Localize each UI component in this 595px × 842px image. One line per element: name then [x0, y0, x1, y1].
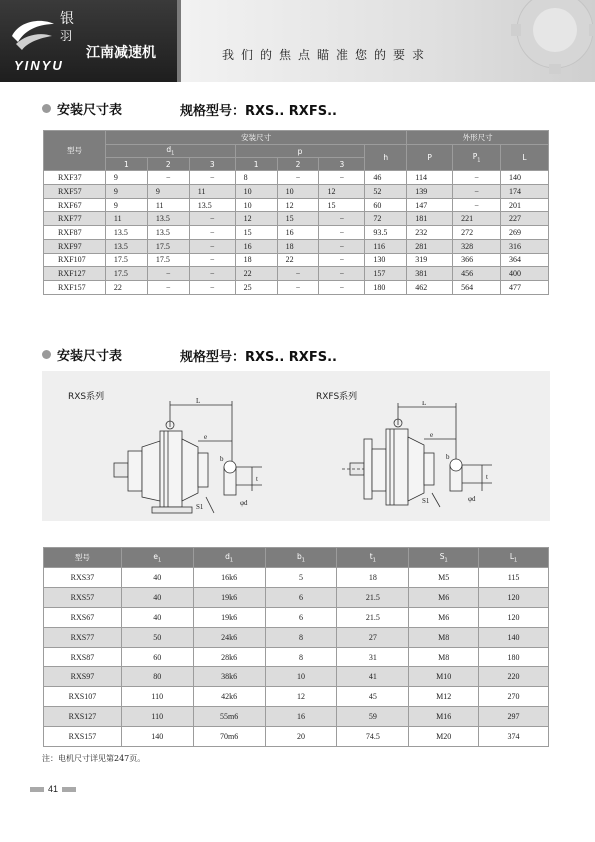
bullet-icon [42, 350, 51, 359]
table-row [44, 226, 549, 240]
cell-l: 316 [501, 239, 549, 253]
page-number-block [30, 784, 76, 794]
rxfs-drawing [342, 401, 512, 511]
cell-t1: 18 [337, 568, 409, 588]
cell-p2: 18 [277, 239, 319, 253]
cell-d3: 13.5 [189, 198, 235, 212]
cell-s1: M20 [409, 727, 479, 747]
header-P: P [407, 144, 453, 171]
cell-p: 147 [407, 198, 453, 212]
cell-t1: 27 [337, 627, 409, 647]
cell-l1: 180 [479, 647, 549, 667]
cell-p2: 12 [277, 198, 319, 212]
dim-L1: L [196, 397, 201, 405]
cell-b1: 12 [265, 687, 337, 707]
cell-model: RXS97 [44, 667, 122, 687]
cell-p2: 22 [277, 253, 319, 267]
cell-h: 116 [365, 239, 407, 253]
cell-model: RXF107 [44, 253, 106, 267]
dim-b1-rxfs: b [446, 453, 450, 461]
cell-l1: 270 [479, 687, 549, 707]
cell-d1: 38k6 [193, 667, 265, 687]
cell-p1: 564 [453, 280, 501, 294]
cell-p1: 25 [235, 280, 277, 294]
cell-p1: 15 [235, 226, 277, 240]
cell-l: 400 [501, 267, 549, 281]
header-banner [181, 0, 595, 82]
cell-p3: − [319, 280, 365, 294]
cell-e1: 140 [121, 727, 193, 747]
cell-d2: 13.5 [147, 226, 189, 240]
cell-model: RXF57 [44, 185, 106, 199]
cell-e1: 40 [121, 587, 193, 607]
table-row [44, 253, 549, 267]
cell-p1: 10 [235, 198, 277, 212]
cell-l1: 220 [479, 667, 549, 687]
cell-s1: M16 [409, 707, 479, 727]
cell-model: RXS57 [44, 587, 122, 607]
cell-p1: − [453, 185, 501, 199]
section1-title: 安装尺寸表 [57, 102, 123, 118]
cell-d1: 22 [105, 280, 147, 294]
subheader-p2: 2 [277, 158, 319, 171]
rxs-series-label: RXS系列 [68, 392, 105, 402]
cell-t1: 59 [337, 707, 409, 727]
section1-spec: 规格型号：RXS.. RXFS.. [180, 104, 337, 119]
cell-d1: 9 [105, 198, 147, 212]
cell-l1: 120 [479, 587, 549, 607]
logo-cn-bottom: 羽 [60, 29, 73, 43]
cell-model: RXF67 [44, 198, 106, 212]
cell-model: RXS107 [44, 687, 122, 707]
cell-d3: − [189, 226, 235, 240]
cell-p1: − [453, 198, 501, 212]
cell-d1: 19k6 [193, 587, 265, 607]
cell-b1: 5 [265, 568, 337, 588]
cell-d2: − [147, 171, 189, 185]
cell-model: RXF37 [44, 171, 106, 185]
cell-d1: 28k6 [193, 647, 265, 667]
page-header [0, 0, 595, 82]
table-row [44, 727, 549, 747]
cell-d1: 17.5 [105, 253, 147, 267]
cell-t1: 45 [337, 687, 409, 707]
header-col-5: $S_1$ [409, 548, 479, 568]
cell-model: RXS157 [44, 727, 122, 747]
cell-l: 269 [501, 226, 549, 240]
cell-l: 477 [501, 280, 549, 294]
cell-t1: 31 [337, 647, 409, 667]
cell-d1: 17.5 [105, 267, 147, 281]
dim-d1-rxfs: φd [468, 495, 476, 503]
cell-p: 319 [407, 253, 453, 267]
cell-d1: 16k6 [193, 568, 265, 588]
subheader-d3: 3 [189, 158, 235, 171]
cell-model: RXS87 [44, 647, 122, 667]
table-row [44, 687, 549, 707]
cell-d1: 19k6 [193, 607, 265, 627]
cell-l: 227 [501, 212, 549, 226]
cell-d1: 13.5 [105, 239, 147, 253]
cell-p1: 272 [453, 226, 501, 240]
header-col-4: $t_1$ [337, 548, 409, 568]
header-P1: $P_1$ [453, 144, 501, 171]
table-row [44, 647, 549, 667]
cell-e1: 110 [121, 687, 193, 707]
header-col-6: $L_1$ [479, 548, 549, 568]
cell-d2: 9 [147, 185, 189, 199]
cell-model: RXS67 [44, 607, 122, 627]
cell-l1: 140 [479, 627, 549, 647]
cell-h: 60 [365, 198, 407, 212]
cell-l: 174 [501, 185, 549, 199]
cell-d1: 55m6 [193, 707, 265, 727]
cell-model: RXF87 [44, 226, 106, 240]
section2-spec: 规格型号：RXS.. RXFS.. [180, 350, 337, 365]
subheader-p1: 1 [235, 158, 277, 171]
dim-e1: e [204, 433, 208, 441]
cell-l: 364 [501, 253, 549, 267]
header-d: $d_1$ [105, 144, 235, 158]
cell-s1: M6 [409, 607, 479, 627]
cell-p3: 12 [319, 185, 365, 199]
cell-d2: 13.5 [147, 212, 189, 226]
cell-l: 201 [501, 198, 549, 212]
table-row [44, 627, 549, 647]
header-col-2: $d_1$ [193, 548, 265, 568]
cell-h: 93.5 [365, 226, 407, 240]
cell-model: RXS77 [44, 627, 122, 647]
cell-e1: 60 [121, 647, 193, 667]
cell-l1: 374 [479, 727, 549, 747]
cell-t1: 41 [337, 667, 409, 687]
cell-p2: 10 [277, 185, 319, 199]
cell-model: RXF127 [44, 267, 106, 281]
table-row [44, 568, 549, 588]
cell-t1: 21.5 [337, 607, 409, 627]
dim-d1: φd [240, 499, 248, 507]
header-slogan: 我们的焦点瞄准您的要求 [222, 48, 432, 62]
header-h: h [365, 144, 407, 171]
cell-p2: − [277, 280, 319, 294]
cell-t1: 74.5 [337, 727, 409, 747]
cell-e1: 40 [121, 607, 193, 627]
cell-d2: 17.5 [147, 239, 189, 253]
cell-h: 46 [365, 171, 407, 185]
cell-p2: 15 [277, 212, 319, 226]
cell-d1: 42k6 [193, 687, 265, 707]
cell-p: 114 [407, 171, 453, 185]
cell-b1: 6 [265, 587, 337, 607]
brand-name: 江南减速机 [86, 45, 156, 61]
cell-d2: 17.5 [147, 253, 189, 267]
cell-p1: 221 [453, 212, 501, 226]
cell-d1: 24k6 [193, 627, 265, 647]
gear-icon [465, 0, 595, 80]
cell-d3: − [189, 280, 235, 294]
cell-model: RXF77 [44, 212, 106, 226]
cell-b1: 16 [265, 707, 337, 727]
cell-d1: 11 [105, 212, 147, 226]
logo-block [0, 0, 177, 82]
cell-d3: 11 [189, 185, 235, 199]
cell-p1: 456 [453, 267, 501, 281]
section2-title: 安装尺寸表 [57, 348, 123, 364]
cell-p: 381 [407, 267, 453, 281]
cell-s1: M8 [409, 627, 479, 647]
cell-e1: 110 [121, 707, 193, 727]
cell-p2: 16 [277, 226, 319, 240]
header-col-3: $b_1$ [265, 548, 337, 568]
cell-h: 157 [365, 267, 407, 281]
cell-s1: M10 [409, 667, 479, 687]
drawing-panel [42, 371, 550, 521]
cell-s1: M8 [409, 647, 479, 667]
cell-p3: − [319, 267, 365, 281]
cell-p1: − [453, 171, 501, 185]
rxfs-series-label: RXFS系列 [316, 392, 358, 402]
cell-p3: − [319, 226, 365, 240]
dim-e1-rxfs: e [430, 431, 434, 439]
section2-heading [42, 346, 122, 362]
cell-h: 130 [365, 253, 407, 267]
cell-p1: 8 [235, 171, 277, 185]
table-row [44, 171, 549, 185]
page-bar-right [62, 787, 76, 792]
header-L: L [501, 144, 549, 171]
cell-p: 232 [407, 226, 453, 240]
cell-model: RXS37 [44, 568, 122, 588]
logo-cn-top: 银 [60, 11, 74, 27]
dim-t1-rxfs: t [486, 473, 488, 481]
cell-b1: 8 [265, 647, 337, 667]
cell-s1: M6 [409, 587, 479, 607]
cell-b1: 20 [265, 727, 337, 747]
table-row [44, 239, 549, 253]
cell-p1: 12 [235, 212, 277, 226]
cell-h: 52 [365, 185, 407, 199]
cell-b1: 6 [265, 607, 337, 627]
cell-d1: 9 [105, 185, 147, 199]
cell-p1: 366 [453, 253, 501, 267]
header-install-group: 安装尺寸 [105, 131, 406, 145]
dim-S1-rxfs: S1 [422, 497, 430, 505]
cell-d2: − [147, 280, 189, 294]
header-outline-group: 外形尺寸 [407, 131, 549, 145]
cell-p2: − [277, 171, 319, 185]
cell-p1: 18 [235, 253, 277, 267]
cell-s1: M12 [409, 687, 479, 707]
table-row [44, 707, 549, 727]
header-model: 型号 [44, 131, 106, 171]
rxs-drawing [112, 397, 272, 517]
subheader-p3: 3 [319, 158, 365, 171]
cell-p: 139 [407, 185, 453, 199]
page-bar-left [30, 787, 44, 792]
logo-swoosh-icon [8, 14, 58, 54]
cell-l1: 120 [479, 607, 549, 627]
header-p: p [235, 144, 365, 158]
cell-p1: 328 [453, 239, 501, 253]
cell-d3: − [189, 171, 235, 185]
table-row [44, 607, 549, 627]
cell-p: 181 [407, 212, 453, 226]
cell-e1: 50 [121, 627, 193, 647]
cell-h: 72 [365, 212, 407, 226]
cell-l1: 115 [479, 568, 549, 588]
cell-l1: 297 [479, 707, 549, 727]
cell-model: RXF157 [44, 280, 106, 294]
install-dimension-table [43, 130, 549, 295]
cell-e1: 80 [121, 667, 193, 687]
dim-b1: b [220, 455, 224, 463]
cell-d2: 11 [147, 198, 189, 212]
cell-d2: − [147, 267, 189, 281]
cell-d1: 70m6 [193, 727, 265, 747]
cell-s1: M5 [409, 568, 479, 588]
cell-d3: − [189, 239, 235, 253]
cell-p: 281 [407, 239, 453, 253]
cell-l: 140 [501, 171, 549, 185]
section1-heading [42, 100, 122, 116]
table-row [44, 280, 549, 294]
table-row [44, 587, 549, 607]
cell-p3: − [319, 171, 365, 185]
cell-p3: 15 [319, 198, 365, 212]
header-col-1: $e_1$ [121, 548, 193, 568]
cell-p2: − [277, 267, 319, 281]
cell-p1: 22 [235, 267, 277, 281]
cell-p3: − [319, 239, 365, 253]
cell-d1: 13.5 [105, 226, 147, 240]
cell-model: RXF97 [44, 239, 106, 253]
cell-p1: 10 [235, 185, 277, 199]
bullet-icon [42, 104, 51, 113]
cell-t1: 21.5 [337, 587, 409, 607]
table-row [44, 267, 549, 281]
cell-p3: − [319, 253, 365, 267]
logo-en: YINYU [14, 58, 64, 73]
cell-e1: 40 [121, 568, 193, 588]
footnote: 注：电机尺寸详见第247页。 [42, 754, 146, 763]
cell-p3: − [319, 212, 365, 226]
page-number: 41 [48, 784, 59, 794]
dim-t1: t [256, 475, 258, 483]
cell-b1: 10 [265, 667, 337, 687]
cell-p1: 16 [235, 239, 277, 253]
cell-d3: − [189, 212, 235, 226]
cell-d1: 9 [105, 171, 147, 185]
table-row [44, 198, 549, 212]
dim-L1-rxfs: L [422, 401, 427, 407]
cell-h: 180 [365, 280, 407, 294]
subheader-d2: 2 [147, 158, 189, 171]
shaft-dimension-table [43, 547, 549, 747]
cell-p: 462 [407, 280, 453, 294]
cell-d3: − [189, 253, 235, 267]
subheader-d1: 1 [105, 158, 147, 171]
table-row [44, 185, 549, 199]
dim-S1: S1 [196, 503, 204, 511]
table-row [44, 667, 549, 687]
cell-b1: 8 [265, 627, 337, 647]
cell-d3: − [189, 267, 235, 281]
header-col-0: 型号 [44, 548, 122, 568]
cell-model: RXS127 [44, 707, 122, 727]
table-row [44, 212, 549, 226]
